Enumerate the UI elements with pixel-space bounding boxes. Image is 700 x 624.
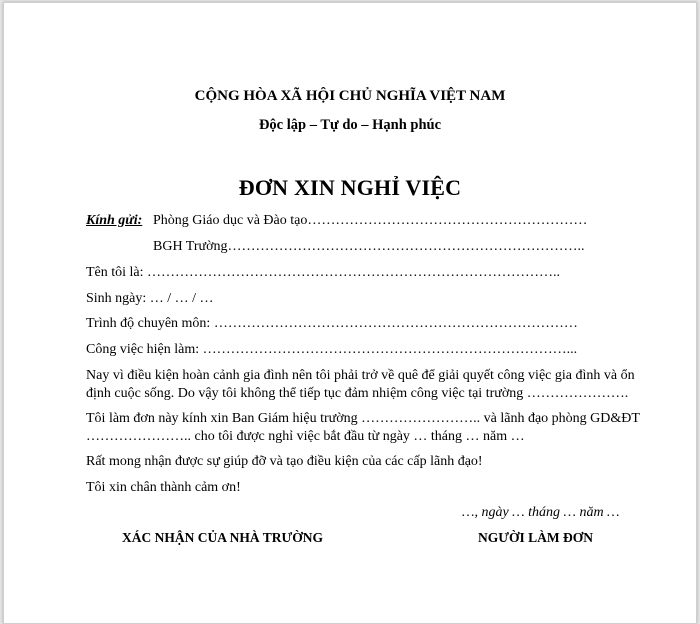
recipient-label: Kính gửi: (86, 213, 143, 228)
document-title: ĐƠN XIN NGHỈ VIỆC (238, 175, 462, 200)
reason-paragraph-line-1: Nay vì điều kiện hoàn cảnh gia đình nên tôi phải trở về quê để giải quyết công việc gia đình và ổn (86, 368, 635, 383)
field-qualification: Trình độ chuyên môn: …………………………………………………………………… (86, 316, 578, 331)
request-paragraph-line-2: ………………….. cho tôi được nghỉ việc bắt đầu từ ngày … tháng … năm … (86, 429, 525, 444)
field-current-job: Công việc hiện làm: ……………………………………………………………………... (86, 342, 578, 357)
nation-heading: CỘNG HÒA XÃ HỘI CHỦ NGHĨA VIỆT NAM (194, 88, 506, 104)
recipient-line-1: Phòng Giáo dục và Đào tạo…………………………………………………… (153, 213, 588, 228)
document-page (3, 2, 697, 624)
reason-paragraph-line-2: định cuộc sống. Do vậy tôi không thể tiếp tục đảm nhiệm công việc tại trường …………………. (86, 386, 629, 401)
hope-line: Rất mong nhận được sự giúp đỡ và tạo điều kiện của các cấp lãnh đạo! (86, 454, 483, 469)
field-name: Tên tôi là: …………………………………………………………………………….. (86, 265, 561, 280)
request-paragraph-line-1: Tôi làm đơn này kính xin Ban Giám hiệu trường …………………….. và lãnh đạo phòng GD&ĐT (86, 411, 640, 426)
date-line: …, ngày … tháng … năm … (462, 505, 620, 520)
school-confirmation-heading: XÁC NHẬN CỦA NHÀ TRƯỜNG (122, 530, 324, 545)
recipient-line-2: BGH Trường………………………………………………………………….. (153, 239, 585, 254)
thanks-line: Tôi xin chân thành cảm ơn! (86, 480, 241, 495)
field-birth-date: Sinh ngày: … / … / … (86, 291, 214, 306)
motto-heading: Độc lập – Tự do – Hạnh phúc (258, 117, 442, 133)
applicant-signature-heading: NGƯỜI LÀM ĐƠN (478, 530, 593, 545)
